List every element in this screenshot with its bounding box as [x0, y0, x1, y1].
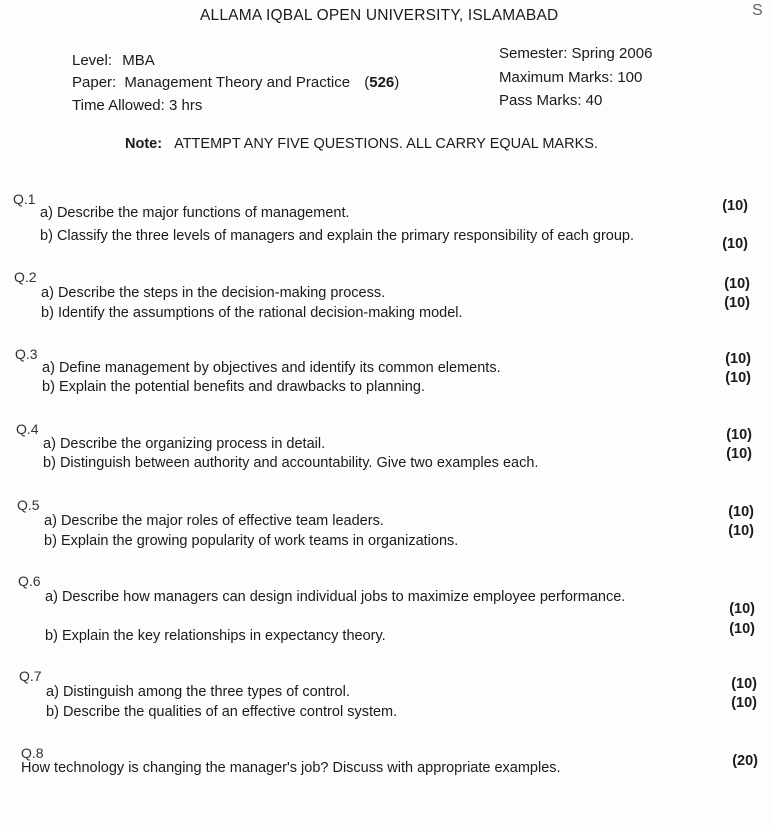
list-item: [45, 628, 386, 644]
marks: (10): [729, 621, 755, 637]
level-value: MBA: [122, 52, 155, 69]
list-item: [46, 704, 397, 720]
part-letter: b): [45, 628, 58, 644]
note-label: Note:: [125, 136, 163, 152]
part-letter: a): [45, 589, 58, 605]
list-item: [41, 305, 463, 321]
part-letter: a): [40, 205, 53, 221]
marks: (10): [722, 198, 748, 214]
question-number: Q.5: [17, 497, 40, 513]
list-item: [43, 436, 325, 452]
part-text: Describe the steps in the decision-making process.: [57, 285, 386, 301]
part-letter: b): [40, 228, 53, 244]
part-text: Explain the growing popularity of work teams in organizations.: [60, 533, 459, 549]
university-title: ALLAMA IQBAL OPEN UNIVERSITY, ISLAMABAD: [200, 7, 559, 24]
list-item: [45, 589, 625, 605]
paper-value: Management Theory and Practice: [124, 74, 351, 91]
marks: (10): [725, 351, 751, 367]
marks: (10): [726, 446, 752, 462]
time-value: 3 hrs: [168, 97, 203, 114]
question-number: Q.2: [14, 269, 37, 285]
maximum-marks: Maximum Marks: 100: [499, 69, 643, 86]
corner-mark: S: [752, 2, 763, 19]
list-item: [41, 285, 385, 301]
list-item: [42, 379, 425, 395]
part-letter: b): [41, 305, 54, 321]
part-letter: b): [44, 533, 57, 549]
paper-code: 526: [369, 74, 395, 91]
marks: (10): [728, 523, 754, 539]
question-number: Q.6: [18, 573, 41, 589]
note-text: ATTEMPT ANY FIVE QUESTIONS. ALL CARRY EQUAL MARKS.: [174, 136, 598, 152]
marks: (10): [728, 504, 754, 520]
question-number: Q.7: [19, 668, 42, 684]
part-letter: b): [42, 379, 55, 395]
list-item: [43, 455, 538, 471]
part-letter: a): [46, 684, 59, 700]
list-item: How technology is changing the manager's job? Discuss with appropriate examples.: [21, 760, 561, 776]
part-text: Describe how managers can design individual jobs to maximize employee performance.: [61, 589, 626, 605]
list-item: [40, 205, 350, 221]
marks: (10): [725, 370, 751, 386]
part-letter: a): [42, 360, 55, 376]
part-text: Describe the qualities of an effective control system.: [62, 704, 398, 720]
list-item: [44, 533, 458, 549]
marks: (10): [724, 295, 750, 311]
time-label: Time Allowed:: [72, 97, 165, 114]
marks: (10): [726, 427, 752, 443]
part-text: Distinguish among the three types of control.: [62, 684, 350, 700]
question-number: Q.8: [21, 745, 44, 761]
list-item: [42, 360, 501, 376]
level-line: [72, 52, 155, 69]
part-letter: b): [46, 704, 59, 720]
part-text: Classify the three levels of managers and explain the primary responsibility of each group.: [56, 228, 635, 244]
question-number: Q.4: [16, 421, 39, 437]
paper-label: Paper:: [72, 74, 117, 91]
list-item: [40, 228, 634, 244]
marks: (10): [724, 276, 750, 292]
paper-line: [72, 74, 399, 91]
part-letter: b): [43, 455, 56, 471]
pass-marks: Pass Marks: 40: [499, 92, 603, 109]
part-letter: a): [44, 513, 57, 529]
marks: (10): [722, 236, 748, 252]
paper-code-open: (: [364, 74, 370, 91]
part-text: Identify the assumptions of the rational decision-making model.: [57, 305, 463, 321]
paper-code-close: ): [394, 74, 400, 91]
list-item: [46, 684, 350, 700]
marks: (10): [729, 601, 755, 617]
marks: (20): [732, 753, 758, 769]
part-text: Explain the potential benefits and drawbacks to planning.: [58, 379, 425, 395]
question-number: Q.1: [13, 191, 36, 207]
marks: (10): [731, 695, 757, 711]
marks: (10): [731, 676, 757, 692]
part-text: Describe the major functions of management.: [56, 205, 350, 221]
semester: Semester: Spring 2006: [499, 45, 653, 62]
part-text: Explain the key relationships in expectancy theory.: [61, 628, 386, 644]
note-line: [125, 136, 598, 152]
part-text: Define management by objectives and identify its common elements.: [58, 360, 501, 376]
list-item: [44, 513, 384, 529]
paper-code-group: [364, 74, 399, 91]
part-letter: a): [43, 436, 56, 452]
time-line: [72, 97, 202, 114]
part-text: Distinguish between authority and accountability. Give two examples each.: [59, 455, 539, 471]
question-number: Q.3: [15, 346, 38, 362]
part-text: Describe the organizing process in detail.: [59, 436, 326, 452]
part-text: Describe the major roles of effective team leaders.: [60, 513, 384, 529]
part-letter: a): [41, 285, 54, 301]
level-label: Level:: [72, 52, 113, 69]
